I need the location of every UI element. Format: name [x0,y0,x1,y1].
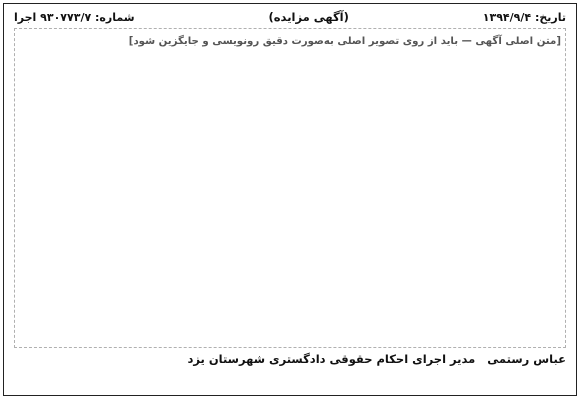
notice-header [14,10,566,24]
notice-number: شماره: ۹۳۰۷۷۳/۷ اجرا [14,10,135,24]
signatory-title: مدیر اجرای احکام حقوقی دادگستری شهرستان یزد [187,352,476,366]
notice-signature [14,352,566,366]
notice-body-placeholder: [متن اصلی آگهی — باید از روی تصویر اصلی به‌صورت دقیق رونویسی و جایگزین شود] [14,28,566,348]
notice-title: (آگهی مزایده) [268,10,349,24]
auction-notice [3,3,577,396]
signatory-name: عباس رستمی [487,352,566,366]
notice-date: تاریخ: ۱۳۹۴/۹/۴ [482,10,566,24]
